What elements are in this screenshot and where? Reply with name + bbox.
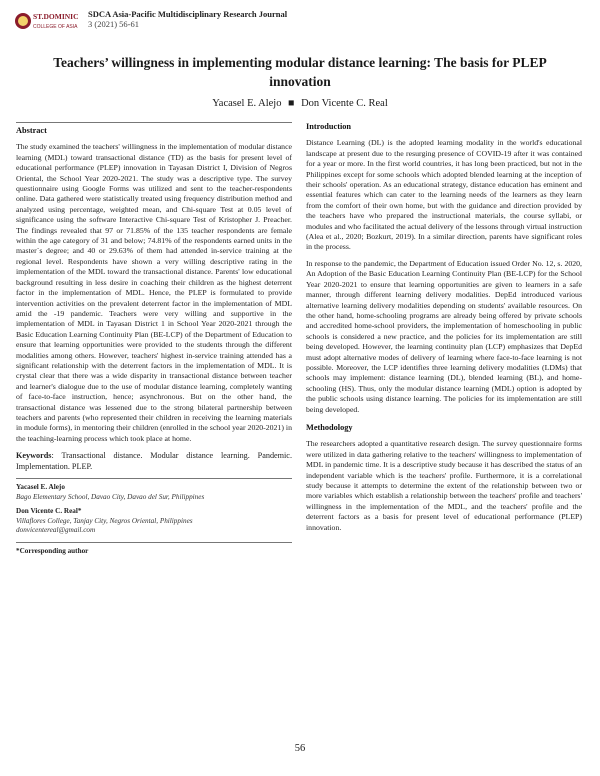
journal-name: SDCA Asia-Pacific Multidisciplinary Research Journal xyxy=(88,9,288,19)
abstract-text: The study examined the teachers' willingness in the implementation of modular distance learning (MDL) toward transactional distance (TD) as the basis for present level of educational performance (PLEP) innovation in Tayasan District I, Division of Negros Oriental, the School Year 2020-2021. The study was a descriptive type. The survey questionnaire using Google Forms was utilized and sent to the teacher-respondents online. Data gathered were statistically treated using frequency distribution method and analyzed using percentage, weighted mean, and Chi-square Test at 0.05 level of significance using the software Interactive Chi-square Test of Kristopher J. Preacher. The findings revealed that 97 or 71.85% of the 135 teacher respondents are female within the age category of 31 and below; 74.81% of the respondents earned units in the master´s degree; and 40 or 29.63% of them had attended in-service training at the regional level. Respondents have shown a very willing descriptive rating in the implementation of the MDL toward the transactional distance. Parents' low educational background resulting in less desire in coaching their children as the highest deterrent factor in the implementation of MDL. Hence, the PLEP is formulated to provide intervention activities on the prevalent deterrent factor in the implementation of MDL amid the -19 pandemic. Teachers were very willing and supportive in the implementation of MDL in Tayasan District 1 in School Year 2020-2021 through the Basic Education Learning Continuity Plan (BE-LCP) of the Department of Education to ensure that learning opportunities were provided to the students through the different modalities among others. However, teachers' highest in-service training attended has a significant relationship with the deterrent factors in the implementation of MDL. It is crystal clear that there was a wide disparity in transactional distance between teacher and learner's dialogue due to the use of modular distance learning, completely wanting of face-to-face instruction, hence; asynchronous. But on the other hand, the transactional distance was lessened due to the strong bilateral partnership between teachers and parents (who represented their children in receiving the learning materials in module forms), in mentoring their children (enrolled in the school year 2020-2021) in the teaching-learning process which took place at home. xyxy=(16,142,292,443)
right-column xyxy=(306,122,582,539)
logo-text-bottom: COLLEGE OF ASIA xyxy=(33,24,78,30)
keywords-text: : Transactional distance. Modular distance learning. Pandemic. Implementation. PLEP. xyxy=(16,451,292,472)
paper-title: Teachers’ willingness in implementing modular distance learning: The basis for PLEP innovation xyxy=(53,55,547,89)
affiliations xyxy=(16,478,292,536)
affiliation-institution: Bago Elementary School, Davao City, Davao del Sur, Philippines xyxy=(16,492,205,501)
keywords-label: Keywords xyxy=(16,451,52,461)
journal-volume: 3 (2021) 56-61 xyxy=(88,19,139,29)
affiliation-institution: Villaflores College, Tanjay City, Negros Oriental, Philippines xyxy=(16,516,193,525)
introduction-paragraph: Distance Learning (DL) is the adopted learning modality in the world's educational landscape at present due to the resurging presence of COVID-19 after it was contained for a year or more. In the first world countries, it has long been practiced, but not in the Philippines except for some schools which adopted blended learning at the inception of their schools' operation. As an educational strategy, distance education has eminent and essential features which can cater to the learning needs of the learners as they learn from the comfort of their own home, but with the guidance and direction provided by the teachers have who prepared the instructional materials, the course syllabi, or modules and who facilitated the actual delivery of the lessons through virtual instruction (Alea et al., 2020; Bozkurt, 2019). In a similar direction, parents have significant roles in the process. xyxy=(306,138,582,252)
methodology-paragraph: The researchers adopted a quantitative research design. The survey questionnaire forms were utilized in data gathering relative to the teachers' willingness to implementation of MDL in pandemic time. It is a descriptive study because it has described the status of an independent variable which is the teachers' profile. Furthermore, it is a correlational study because it attempts to determine the extent of the relationship between two or more variables which establish a relationship between the teachers' profile and teachers' willingness in the implementation of the MDL, and the teachers' profile and the deterrent factors as a basis for present level of educational performance (PLEP) innovation. xyxy=(306,439,582,532)
introduction-heading: Introduction xyxy=(306,122,352,131)
methodology-heading: Methodology xyxy=(306,422,353,432)
author-name: Yacasel E. Alejo xyxy=(212,98,282,109)
left-column xyxy=(16,122,292,556)
affiliation-name: Yacasel E. Alejo xyxy=(16,483,65,492)
introduction-paragraph: In response to the pandemic, the Department of Education issued Order No. 12, s. 2020, An Adoption of the Basic Education Learning Continuity Plan (BE-LCP) for the School Year 2020-2021 to ensure that learning opportunities are given to learners in a safe manner, through different learning delivery modalities. DepEd introduced various alternative learning delivery modalities depending on students' available resources. On the other hand, home-schooling programs are already being offered by private schools and accredited home-school providers, the implementation of homeschooling in public schools is considered a new practice, and the policies for its implementation are still being developed. However, the learning continuity plan (LCP) emphasizes that DepEd must adopt alternative modes of delivery of learning where face-to-face learning is not possible. Moreover, the LCP identifies three learning delivery modalities (LDMs) that schools may implement: distance learning (DL), blended learning (BL), and home-schooling (HS). Thus, only the modular distance learning (MDL) option is adopted by the public schools using distance learning. The policies for its implementation are still being developed. xyxy=(306,258,582,414)
corresponding-author-note: *Corresponding author xyxy=(16,542,292,556)
page-number: 56 xyxy=(294,743,306,754)
author-name: Don Vicente C. Real xyxy=(301,98,388,109)
journal-header xyxy=(88,9,287,29)
affiliation-name: Don Vicente C. Real* xyxy=(16,507,82,516)
keywords xyxy=(16,450,292,472)
logo-text-top: ST.DOMINIC xyxy=(33,12,79,21)
abstract-heading: Abstract xyxy=(16,122,292,136)
affiliation-email[interactable]: donvicentereal@gmail.com xyxy=(16,526,96,535)
author-separator: ■ xyxy=(288,98,295,109)
author-line xyxy=(0,98,600,109)
journal-logo xyxy=(14,8,84,36)
